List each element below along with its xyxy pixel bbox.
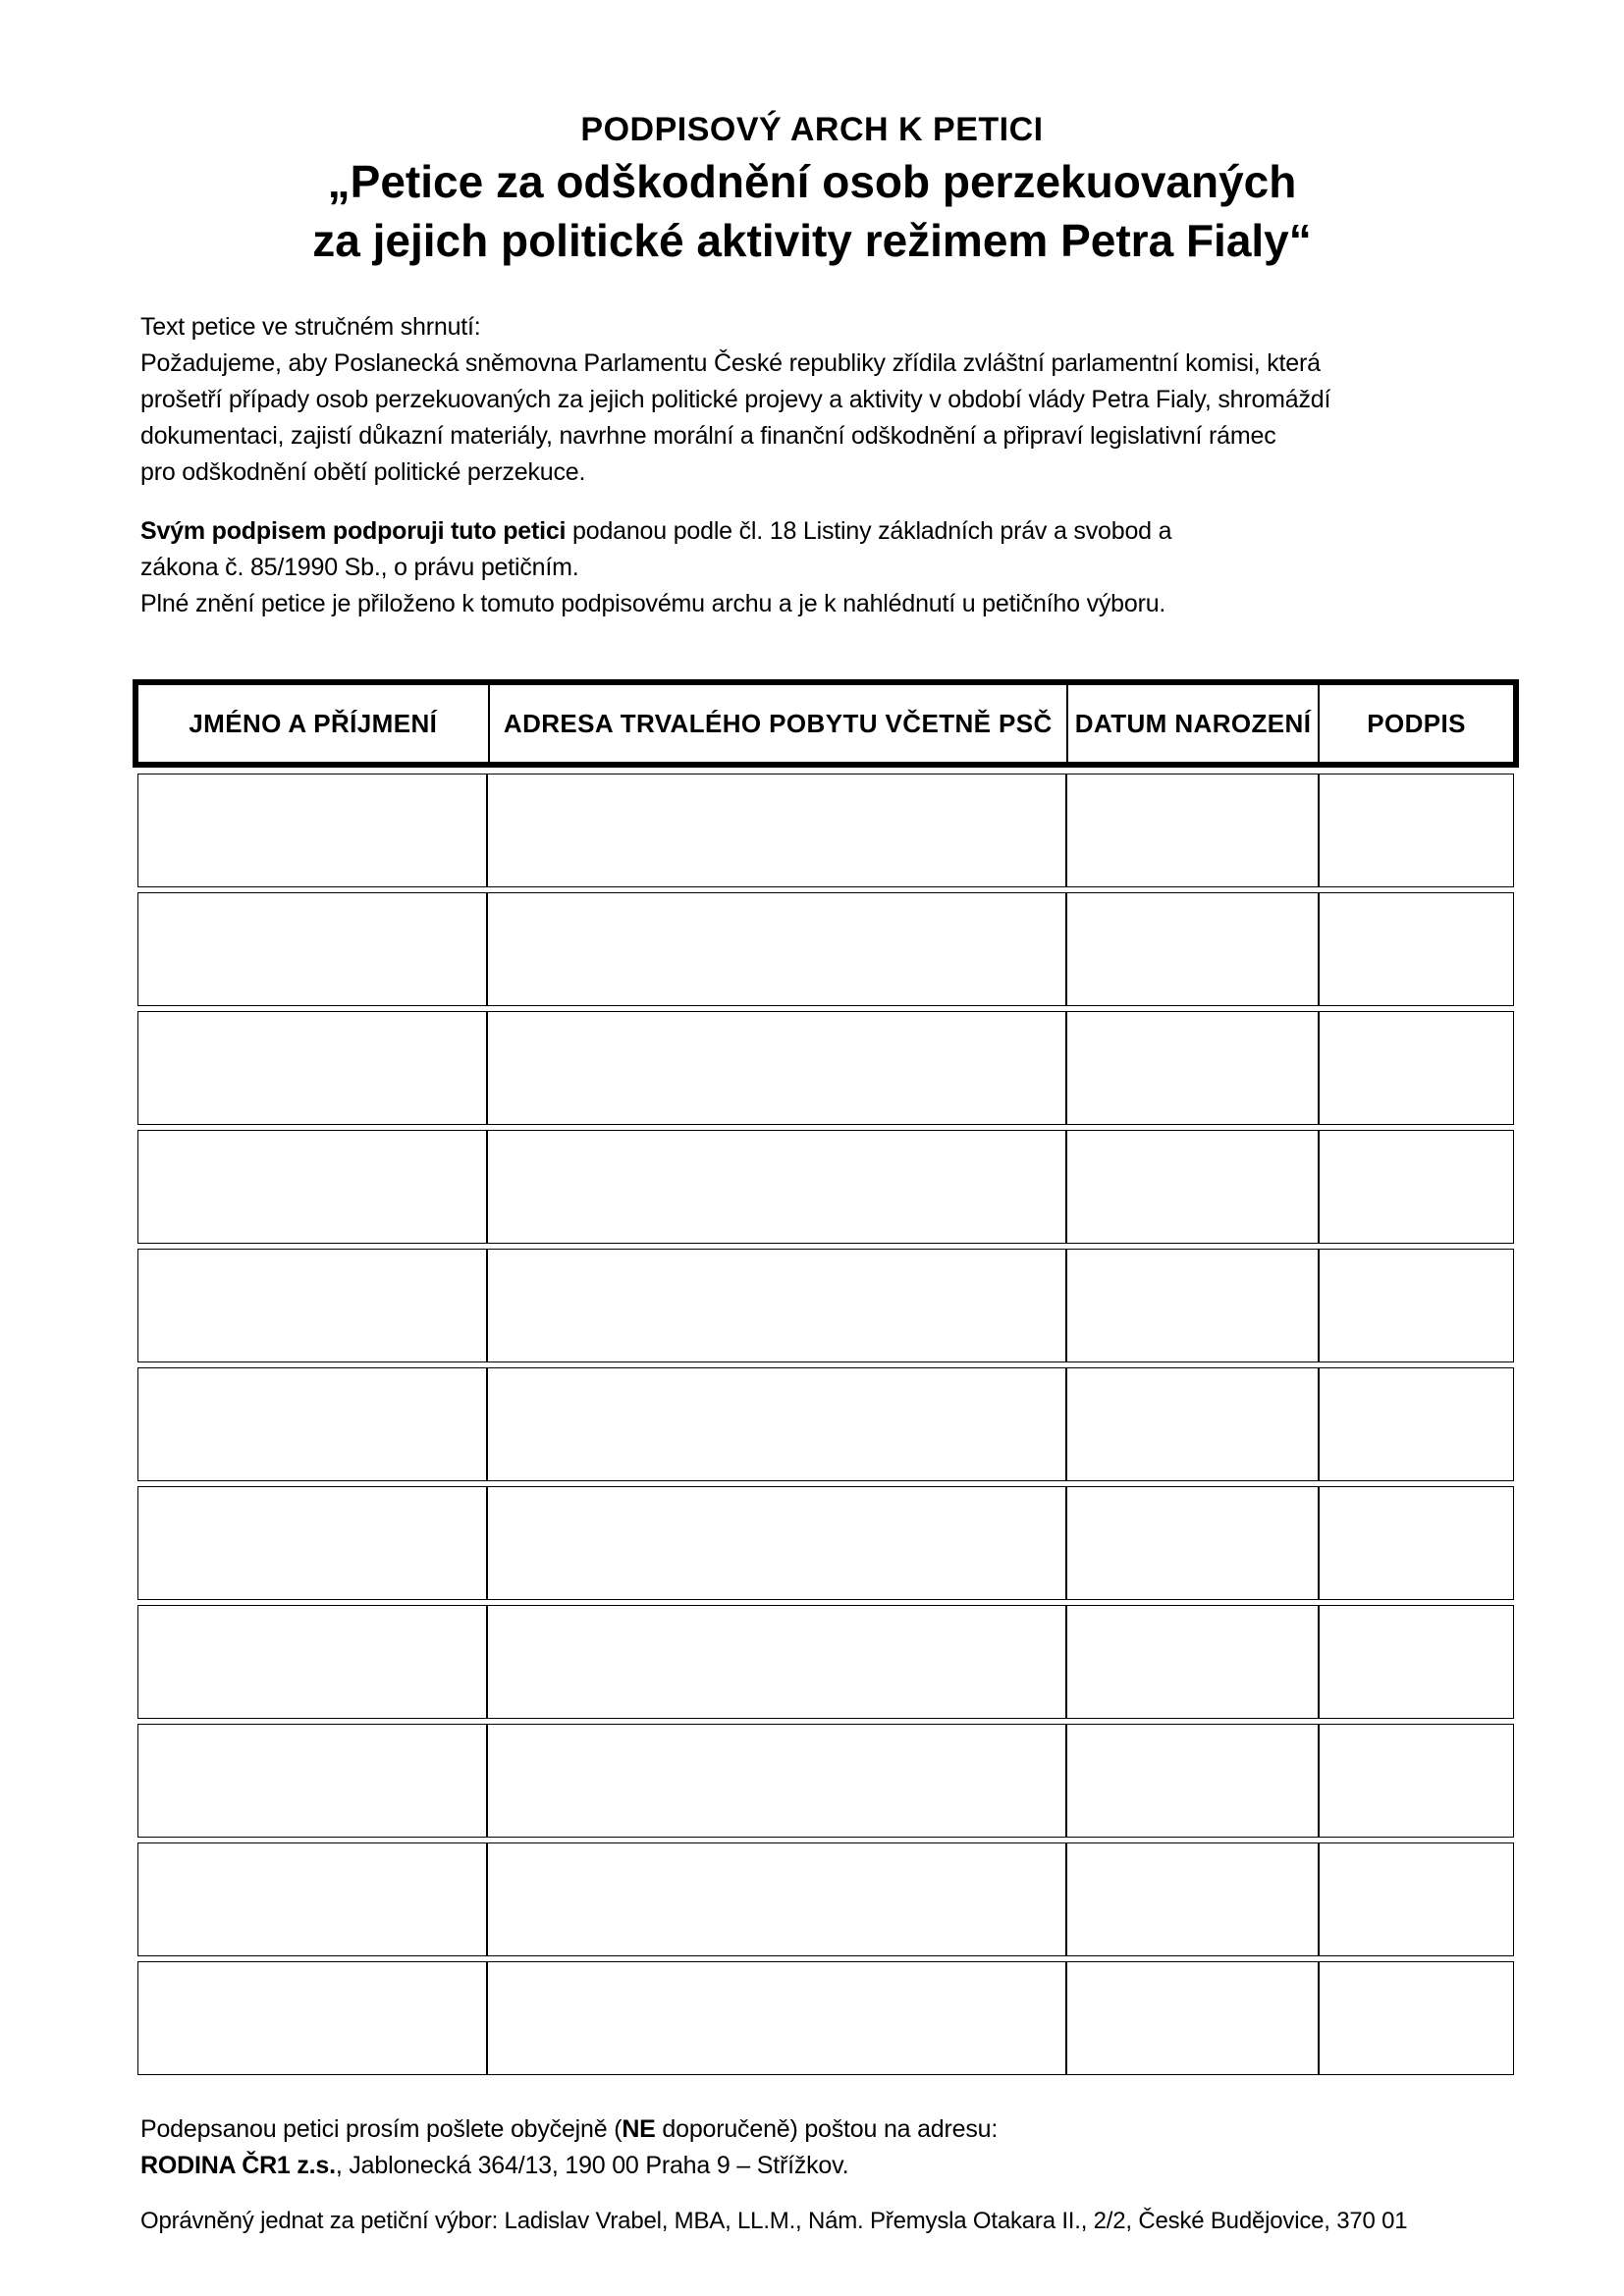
cell-address [487, 1011, 1066, 1125]
petition-title [0, 152, 1624, 270]
cell-birthdate [1066, 1605, 1319, 1719]
cell-signature [1319, 1011, 1514, 1125]
cell-birthdate [1066, 1842, 1319, 1956]
document-header [0, 0, 1624, 270]
summary-intro: Text petice ve stručném shrnutí: [140, 313, 481, 341]
signature-row [137, 1249, 1514, 1362]
signature-row [137, 1961, 1514, 2075]
cell-birthdate [1066, 892, 1319, 1006]
cell-name [137, 774, 487, 887]
cell-signature [1319, 1367, 1514, 1481]
cell-address [487, 1367, 1066, 1481]
signature-row [137, 774, 1514, 887]
cell-birthdate [1066, 1486, 1319, 1600]
cell-name [137, 1130, 487, 1244]
mailing-org-bold: RODINA ČR1 z.s. [140, 2152, 336, 2179]
declaration-line-1 [140, 513, 1516, 550]
cell-birthdate [1066, 1367, 1319, 1481]
cell-birthdate [1066, 774, 1319, 887]
cell-name [137, 1961, 487, 2075]
signature-row [137, 1486, 1514, 1600]
cell-birthdate [1066, 1249, 1319, 1362]
declaration-line-3: Plné znění petice je přiloženo k tomuto podpisovému archu a je k nahlédnutí u petičního výboru. [140, 590, 1166, 617]
summary-line: Požadujeme, aby Poslanecká sněmovna Parlamentu České republiky zřídila zvláštní parlamentní komisi, která [140, 349, 1321, 377]
cell-birthdate [1066, 1130, 1319, 1244]
cell-signature [1319, 1605, 1514, 1719]
cell-signature [1319, 1486, 1514, 1600]
cell-name [137, 1011, 487, 1125]
declaration [140, 513, 1516, 622]
mailing-org-rest: , Jablonecká 364/13, 190 00 Praha 9 – Střížkov. [335, 2152, 849, 2179]
cell-address [487, 1130, 1066, 1244]
column-header-address: ADRESA TRVALÉHO POBYTU VČETNĚ PSČ [488, 685, 1066, 762]
document-kicker: PODPISOVÝ ARCH K PETICI [580, 111, 1044, 148]
cell-signature [1319, 774, 1514, 887]
cell-name [137, 892, 487, 1006]
cell-birthdate [1066, 1011, 1319, 1125]
summary-line: pro odškodnění obětí politické perzekuce. [140, 458, 586, 486]
mailing-ne-bold: NE [622, 2115, 656, 2143]
cell-signature [1319, 1842, 1514, 1956]
cell-name [137, 1249, 487, 1362]
cell-address [487, 1486, 1066, 1600]
declaration-lead-rest: podanou podle čl. 18 Listiny základních práv a svobod a [566, 517, 1172, 545]
mailing-line-2 [140, 2148, 1516, 2184]
signature-row [137, 1842, 1514, 1956]
cell-signature [1319, 1249, 1514, 1362]
declaration-line-2: zákona č. 85/1990 Sb., o právu petičním. [140, 554, 579, 581]
cell-address [487, 1724, 1066, 1838]
declaration-lead-bold: Svým podpisem podporuji tuto petici [140, 517, 567, 545]
table-body [137, 774, 1514, 2075]
cell-address [487, 1842, 1066, 1956]
signature-row [137, 892, 1514, 1006]
cell-address [487, 892, 1066, 1006]
signature-row [137, 1130, 1514, 1244]
footer-note: Oprávněný jednat za petiční výbor: Ladislav Vrabel, MBA, LL.M., Nám. Přemysla Otakara II., 2/2, České Budějovice, 370 01 [140, 2208, 1408, 2234]
signature-row [137, 1011, 1514, 1125]
signature-row [137, 1605, 1514, 1719]
signature-table [133, 679, 1519, 2075]
column-header-birthdate: DATUM NAROZENÍ [1066, 685, 1318, 762]
mailing-line-1 [140, 2111, 1516, 2148]
cell-address [487, 1249, 1066, 1362]
cell-signature [1319, 1724, 1514, 1838]
cell-address [487, 774, 1066, 887]
summary-line: prošetří případy osob perzekuovaných za jejich politické projevy a aktivity v období vlády Petra Fialy, shromáždí [140, 386, 1331, 413]
cell-name [137, 1842, 487, 1956]
column-header-signature: PODPIS [1318, 685, 1513, 762]
mailing-pre: Podepsanou petici prosím pošlete obyčejně ( [140, 2115, 623, 2143]
table-header-row [133, 679, 1519, 768]
cell-signature [1319, 1130, 1514, 1244]
cell-name [137, 1486, 487, 1600]
mailing-post: doporučeně) poštou na adresu: [655, 2115, 999, 2143]
cell-address [487, 1961, 1066, 2075]
signature-row [137, 1367, 1514, 1481]
cell-name [137, 1367, 487, 1481]
cell-name [137, 1724, 487, 1838]
column-header-name: JMÉNO A PŘÍJMENÍ [189, 708, 438, 738]
cell-signature [1319, 1961, 1514, 2075]
cell-address [487, 1605, 1066, 1719]
petition-title-line-2: za jejich politické aktivity režimem Petra Fialy“ [312, 215, 1312, 266]
signature-row [137, 1724, 1514, 1838]
cell-birthdate [1066, 1961, 1319, 2075]
cell-signature [1319, 892, 1514, 1006]
summary-line: dokumentaci, zajistí důkazní materiály, navrhne morální a finanční odškodnění a připraví legislativní rámec [140, 422, 1276, 450]
cell-birthdate [1066, 1724, 1319, 1838]
petition-title-line-1: „Petice za odškodnění osob perzekuovaných [327, 156, 1297, 207]
cell-name [137, 1605, 487, 1719]
mailing-instructions [140, 2111, 1516, 2184]
petition-summary [140, 309, 1516, 491]
